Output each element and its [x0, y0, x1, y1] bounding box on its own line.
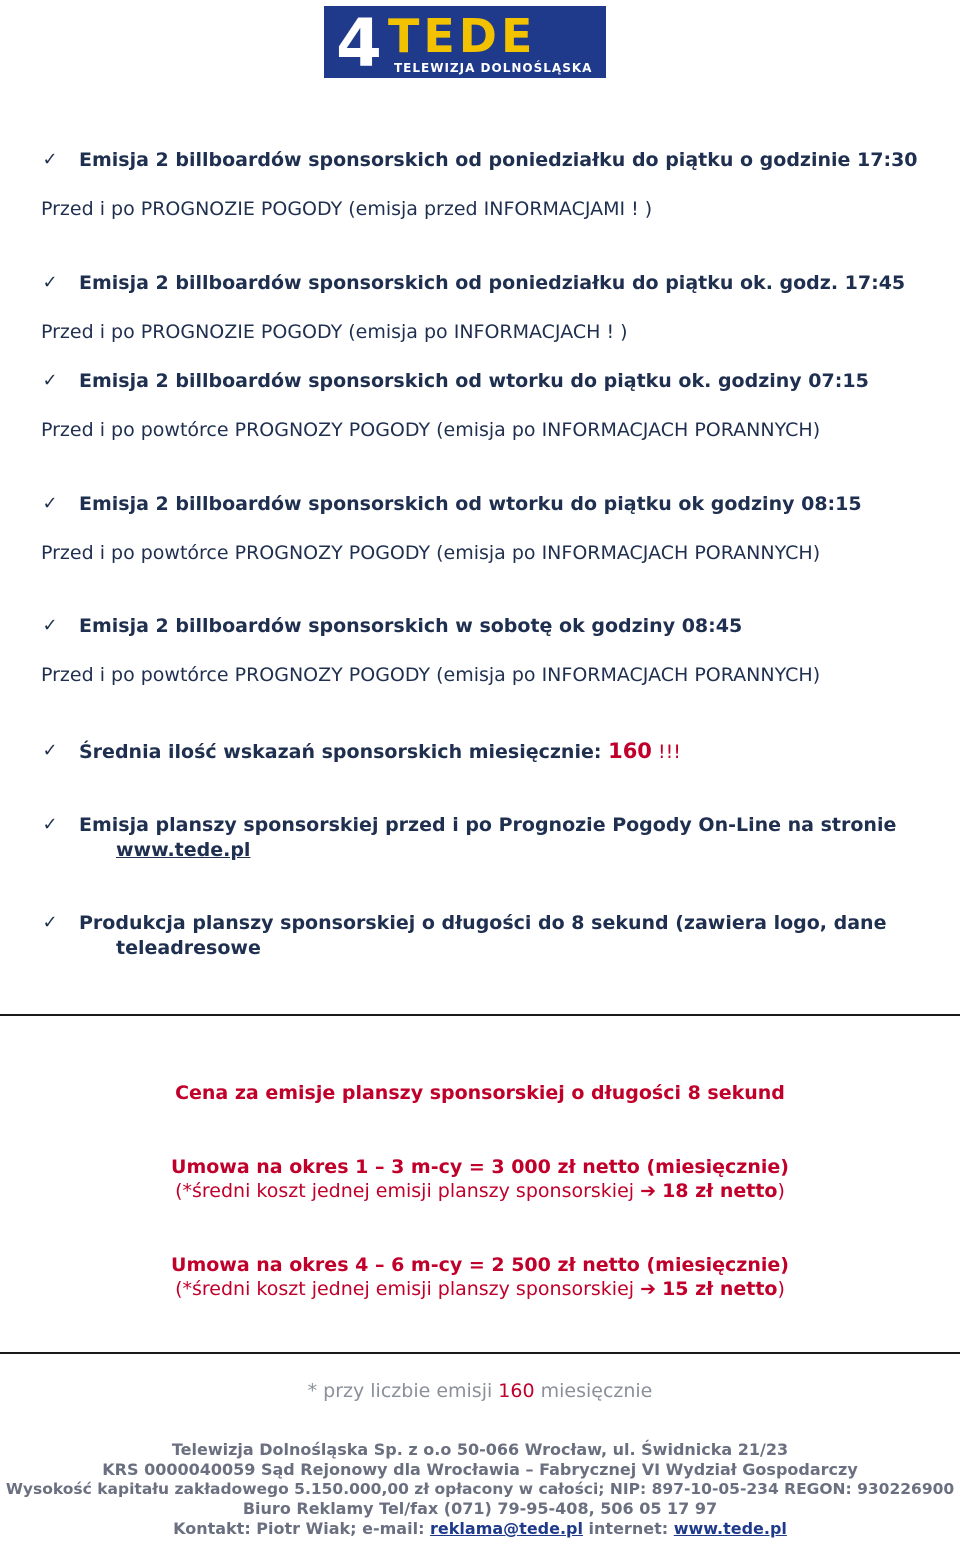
item-5-subtitle: Przed i po powtórce PROGNOZY POGODY (emisja po INFORMACJACH PORANNYCH)	[41, 664, 821, 686]
footer-krs: KRS 0000040059 Sąd Rejonowy dla Wrocławia – Fabrycznej VI Wydział Gospodarczy	[102, 1460, 858, 1479]
checkmark-icon: ✓	[42, 740, 58, 761]
footer-internet-label: internet:	[582, 1519, 674, 1538]
average-line	[79, 739, 681, 764]
item-2-subtitle: Przed i po PROGNOZIE POGODY (emisja po INFORMACJACH ! )	[41, 321, 628, 343]
footer-capital: Wysokość kapitału zakładowego 5.150.000,00 zł opłacony w całości; NIP: 897-10-05-234 REGON: 930226900	[5, 1480, 955, 1498]
offer-1-note	[0, 1179, 960, 1203]
average-suffix: !!!	[651, 741, 681, 763]
pricing-footnote	[0, 1379, 960, 1403]
item-1-title: Emisja 2 billboardów sponsorskich od poniedziałku do piątku o godzinie 17:30	[79, 149, 918, 171]
offer-1-note-prefix: (*średni koszt jednej emisji planszy sponsorskiej	[175, 1180, 635, 1202]
offer-2-note-prefix: (*średni koszt jednej emisji planszy sponsorskiej	[175, 1278, 635, 1300]
offer-1-headline: Umowa na okres 1 – 3 m-cy = 3 000 zł netto (miesięcznie)	[171, 1156, 789, 1178]
offer-2-note-suffix: )	[777, 1278, 785, 1300]
item-4-title: Emisja 2 billboardów sponsorskich od wtorku do piątku ok godziny 08:15	[79, 493, 862, 515]
logo-numeral: 4	[336, 6, 382, 78]
logo-word: TEDE	[388, 9, 537, 63]
production-continuation: teleadresowe	[116, 937, 261, 959]
footer-contact	[0, 1519, 960, 1539]
footer-phone: Biuro Reklamy Tel/fax (071) 79-95-408, 506 05 17 97	[242, 1499, 718, 1518]
footer-email-link[interactable]: reklama@tede.pl	[430, 1519, 583, 1538]
offer-2-headline: Umowa na okres 4 – 6 m-cy = 2 500 zł netto (miesięcznie)	[171, 1254, 789, 1276]
checkmark-icon: ✓	[42, 814, 58, 835]
arrow-right-icon: ➔	[640, 1278, 657, 1300]
item-3-subtitle: Przed i po powtórce PROGNOZY POGODY (emisja po INFORMACJACH PORANNYCH)	[41, 419, 821, 441]
checkmark-icon: ✓	[42, 149, 58, 170]
online-link[interactable]: www.tede.pl	[116, 839, 251, 861]
item-3-title: Emisja 2 billboardów sponsorskich od wtorku do piątku ok. godziny 07:15	[79, 370, 869, 392]
footer-contact-prefix: Kontakt: Piotr Wiak; e-mail:	[173, 1519, 431, 1538]
checkmark-icon: ✓	[42, 370, 58, 391]
item-4-subtitle: Przed i po powtórce PROGNOZY POGODY (emisja po INFORMACJACH PORANNYCH)	[41, 542, 821, 564]
checkmark-icon: ✓	[42, 615, 58, 636]
item-1-subtitle: Przed i po PROGNOZIE POGODY (emisja przed INFORMACJAMI ! )	[41, 198, 653, 220]
divider	[0, 1352, 960, 1354]
tede-logo	[324, 6, 606, 78]
online-line: Emisja planszy sponsorskiej przed i po Prognozie Pogody On-Line na stronie	[79, 814, 897, 836]
offer-1-note-price: 18 zł netto	[662, 1180, 778, 1202]
production-line: Produkcja planszy sponsorskiej o długości do 8 sekund (zawiera logo, dane	[79, 912, 887, 934]
offer-2-note	[0, 1277, 960, 1301]
offer-2-note-price: 15 zł netto	[662, 1278, 778, 1300]
footer-company: Telewizja Dolnośląska Sp. z o.o 50-066 Wrocław, ul. Świdnicka 21/23	[171, 1440, 789, 1459]
pricing-title: Cena za emisje planszy sponsorskiej o długości 8 sekund	[175, 1082, 785, 1104]
item-5-title: Emisja 2 billboardów sponsorskich w sobotę ok godziny 08:45	[79, 615, 743, 637]
arrow-right-icon: ➔	[640, 1180, 657, 1202]
checkmark-icon: ✓	[42, 493, 58, 514]
footnote-suffix: miesięcznie	[534, 1380, 653, 1402]
footer-website-link[interactable]: www.tede.pl	[673, 1519, 787, 1538]
tede-logo-graphic	[324, 6, 606, 78]
checkmark-icon: ✓	[42, 912, 58, 933]
footnote-value: 160	[498, 1380, 535, 1402]
logo-tagline: TELEWIZJA DOLNOŚLĄSKA	[394, 61, 593, 75]
checkmark-icon: ✓	[42, 272, 58, 293]
divider	[0, 1014, 960, 1016]
offer-1-note-suffix: )	[777, 1180, 785, 1202]
item-2-title: Emisja 2 billboardów sponsorskich od poniedziałku do piątku ok. godz. 17:45	[79, 272, 906, 294]
average-value: 160	[608, 739, 652, 763]
average-label: Średnia ilość wskazań sponsorskich miesięcznie:	[79, 741, 609, 763]
footnote-prefix: * przy liczbie emisji	[307, 1380, 499, 1402]
